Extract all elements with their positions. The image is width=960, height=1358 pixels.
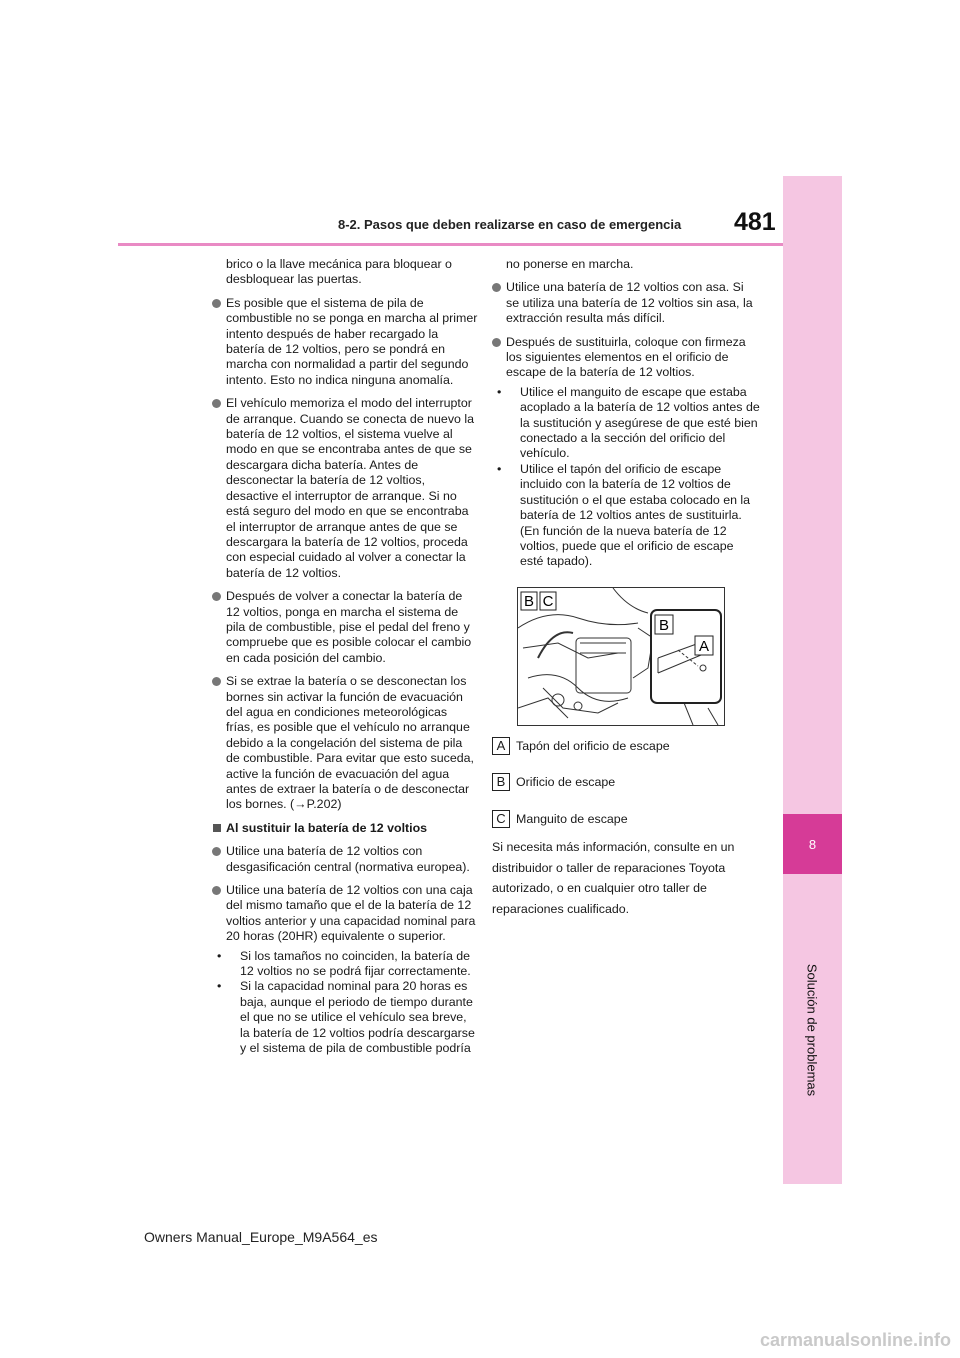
info-paragraph: Si necesita más información, consulte en un distribuidor o taller de reparaciones Toyota autorizado, o en cualquier otro taller de reparaciones cualificado. <box>492 840 735 916</box>
chapter-number-badge: 8 <box>783 814 842 874</box>
paragraph: brico o la llave mecánica para bloquear o desbloquear las puertas. <box>226 257 452 287</box>
bullet-paragraph: Utilice una batería de 12 voltios con desgasificación central (normativa europea). <box>212 844 478 875</box>
legend-key: B <box>492 773 510 791</box>
list-item-text: Utilice el tapón del orificio de escape incluido con la batería de 12 voltios de sustitución o el que estaba colocado en la batería de 12 voltios antes de sustituirla. (En función de la nueva batería de 12 voltios, puede que el orificio de escape esté tapado). <box>520 461 751 569</box>
list-item: • Utilice el tapón del orificio de escape incluido con la batería de 12 voltios de sustitución o el que estaba colocado en la batería de 12 voltios antes de sustituirla. (En función de la nueva batería de 12 voltios, puede que el orificio de escape esté tapado). <box>497 461 751 569</box>
header-rule <box>118 243 783 246</box>
list-item-text: Utilice el manguito de escape que estaba acoplado a la batería de 12 voltios antes de la sustitución y asegúrese de que esté bien conectado a la sección del orificio del vehículo. <box>520 384 760 461</box>
figure-label: B <box>658 617 670 634</box>
dot-list <box>492 385 760 570</box>
paragraph: no ponerse en marcha. <box>506 257 634 271</box>
list-item: • Si la capacidad nominal para 20 horas es baja, aunque el periodo de tiempo durante el que no se utilice el vehículo sea breve, la batería de 12 voltios podría descargarse y el sistema de pila de combustible podría <box>217 979 475 1056</box>
footer-manual-id: Owners Manual_Europe_M9A564_es <box>144 1229 378 1245</box>
figure-label: B <box>523 593 535 610</box>
bullet-paragraph: Utilice una batería de 12 voltios con asa. Si se utiliza una batería de 12 voltios sin asa, la extracción resulta más difícil. <box>492 280 760 326</box>
bullet-paragraph: Utilice una batería de 12 voltios con una caja del mismo tamaño que el de la batería de 12 voltios anterior y una capacidad nominal para 20 horas (20HR) equivalente o superior. <box>212 883 478 945</box>
chapter-title: Solución de problemas <box>804 963 820 1097</box>
legend-text: Orificio de escape <box>516 775 616 789</box>
section-title: 8-2. Pasos que deben realizarse en caso de emergencia <box>338 217 682 232</box>
legend-key: C <box>492 810 510 828</box>
legend-text: Manguito de escape <box>516 812 628 826</box>
list-item-text: Si la capacidad nominal para 20 horas es baja, aunque el periodo de tiempo durante el que no se utilice el vehículo sea breve, la batería de 12 voltios podría descargarse y el sistema de pila de combustible podría <box>240 979 475 1056</box>
list-item: • Si los tamaños no coinciden, la batería de 12 voltios no se podrá fijar correctamente. <box>217 948 471 979</box>
legend-item-a <box>492 737 760 755</box>
legend-key: A <box>492 737 510 755</box>
legend-item-b <box>492 773 760 791</box>
list-item: • Utilice el manguito de escape que estaba acoplado a la batería de 12 voltios antes de la sustitución y asegúrese de que esté bien conectado a la sección del orificio del vehículo. <box>497 384 760 461</box>
figure-label: A <box>698 638 710 655</box>
legend-text: Tapón del orificio de escape <box>516 739 670 753</box>
bullet-paragraph: Si se extrae la batería o se desconectan los bornes sin activar la función de evacuación del agua en condiciones meteorológicas frías, es posible que el vehículo no arranque debido a la congelación del sistema de pila de combustible. Para evitar que esto suceda, active la función de evacuación del agua antes de extraer la batería o de desconectar los bornes. (→P.202) <box>212 674 478 813</box>
watermark: carmanualsonline.info <box>760 1330 952 1350</box>
list-item-text: Si los tamaños no coinciden, la batería de 12 voltios no se podrá fijar correctamente. <box>240 948 471 979</box>
legend-item-c <box>492 810 760 828</box>
bullet-paragraph: Después de volver a conectar la batería de 12 voltios, ponga en marcha el sistema de pila de combustible, pise el pedal del freno y compruebe que es posible colocar el cambio en cada posición del cambio. <box>212 589 478 666</box>
left-column <box>212 257 478 1065</box>
bullet-paragraph: El vehículo memoriza el modo del interruptor de arranque. Cuando se conecta de nuevo la batería de 12 voltios, el sistema vuelve al modo en que se encontraba antes de que se descargara dicha batería. Antes de desconectar la batería de 12 voltios, desactive el interruptor de arranque. Si no está seguro del modo en que se encontraba el interruptor de arranque antes de que se descargara la batería de 12 voltios, proceda con especial cuidado al volver a conectar la batería de 12 voltios. <box>212 396 478 581</box>
page-number: 481 <box>734 208 776 236</box>
battery-illustration-svg <box>518 588 724 725</box>
battery-illustration <box>517 587 725 726</box>
bullet-paragraph: Es posible que el sistema de pila de combustible no se ponga en marcha al primer intento después de haber recargado la batería de 12 voltios, pero se pondrá en marcha con normalidad a partir del segundo intento. Esto no indica ninguna anomalía. <box>212 296 478 388</box>
right-column <box>492 257 760 578</box>
dot-list <box>212 949 478 1057</box>
figure-label: C <box>542 593 554 610</box>
bullet-paragraph: Después de sustituirla, coloque con firmeza los siguientes elementos en el orificio de escape de la batería de 12 voltios. <box>492 335 760 381</box>
subheading: Al sustituir la batería de 12 voltios <box>212 821 478 836</box>
